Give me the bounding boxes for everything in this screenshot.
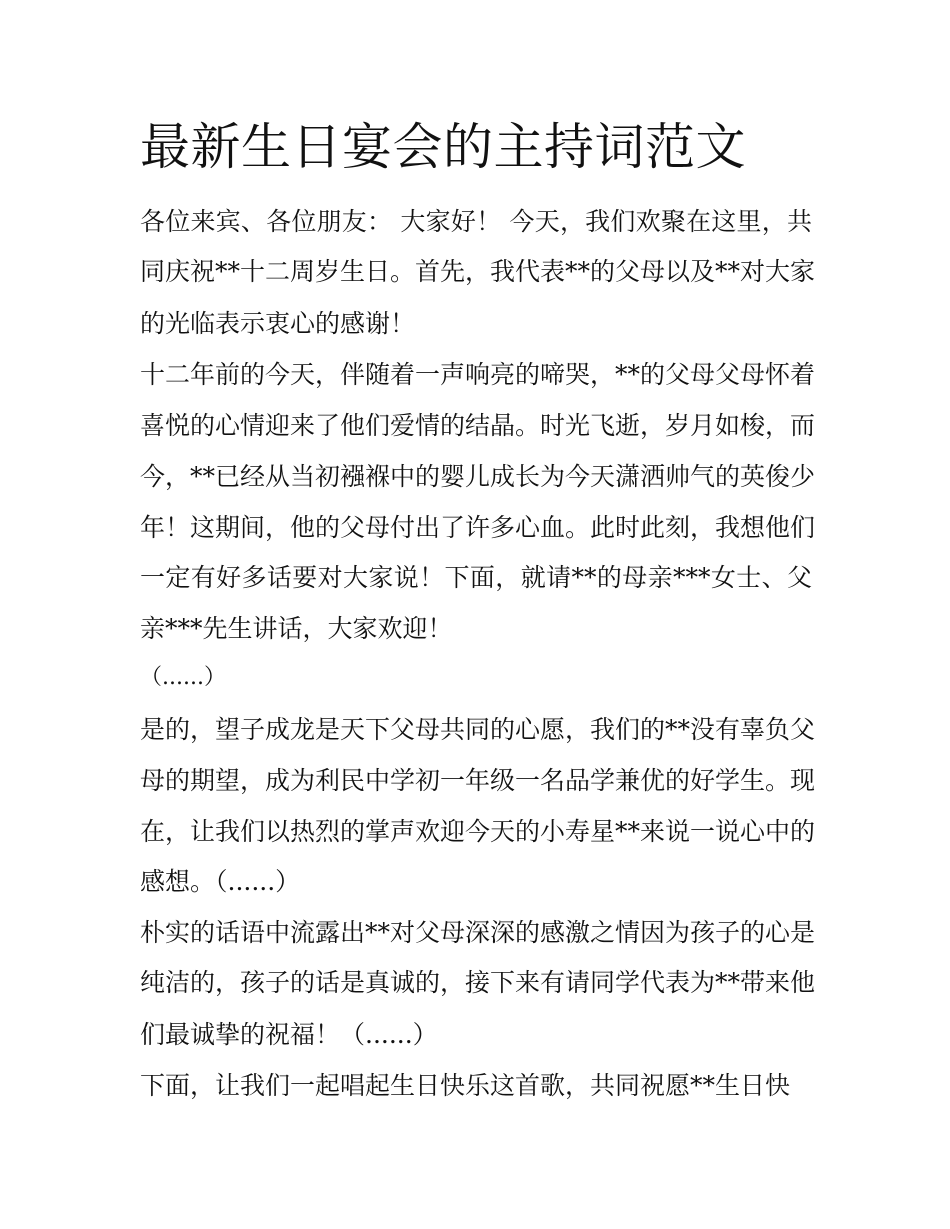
text-line: 的光临表示衷心的感谢！ — [140, 309, 416, 338]
text-line: 纯洁的，孩子的话是真诚的，接下来有请同学代表为**带来他 — [140, 968, 816, 997]
text-line: 十二年前的今天，伴随着一声响亮的啼哭，**的父母父母怀着 — [140, 360, 816, 389]
text-line: 们最诚挚的祝福！（......） — [140, 1020, 438, 1049]
text-line: 在，让我们以热烈的掌声欢迎今天的小寿星**来说一说心中的 — [140, 817, 816, 846]
text-line: 下面，让我们一起唱起生日快乐这首歌，共同祝愿**生日快 — [140, 1071, 791, 1100]
text-line: 今，**已经从当初襁褓中的婴儿成长为今天潇洒帅气的英俊少 — [140, 462, 816, 491]
document-title: 最新生日宴会的主持词范文 — [140, 118, 746, 176]
text-line: 是的，望子成龙是天下父母共同的心愿，我们的**没有辜负父 — [140, 715, 816, 744]
text-line: 同庆祝**十二周岁生日。首先，我代表**的父母以及**对大家 — [140, 257, 816, 286]
text-line: 喜悦的心情迎来了他们爱情的结晶。时光飞逝，岁月如梭，而 — [140, 411, 816, 440]
text-line: 感想。（......） — [140, 867, 301, 896]
text-line: 一定有好多话要对大家说！下面，就请**的母亲***女士、父 — [140, 563, 812, 592]
text-line: 各位来宾、各位朋友： 大家好！ 今天，我们欢聚在这里，共 — [140, 207, 812, 236]
text-line: 朴实的话语中流露出**对父母深深的感激之情因为孩子的心是 — [140, 918, 816, 947]
text-line: 亲***先生讲话，大家欢迎！ — [140, 614, 453, 643]
text-line: 年！这期间，他的父母付出了许多心血。此时此刻，我想他们 — [140, 513, 816, 542]
text-line: （......） — [140, 665, 226, 690]
text-line: 母的期望，成为利民中学初一年级一名品学兼优的好学生。现 — [140, 766, 816, 795]
